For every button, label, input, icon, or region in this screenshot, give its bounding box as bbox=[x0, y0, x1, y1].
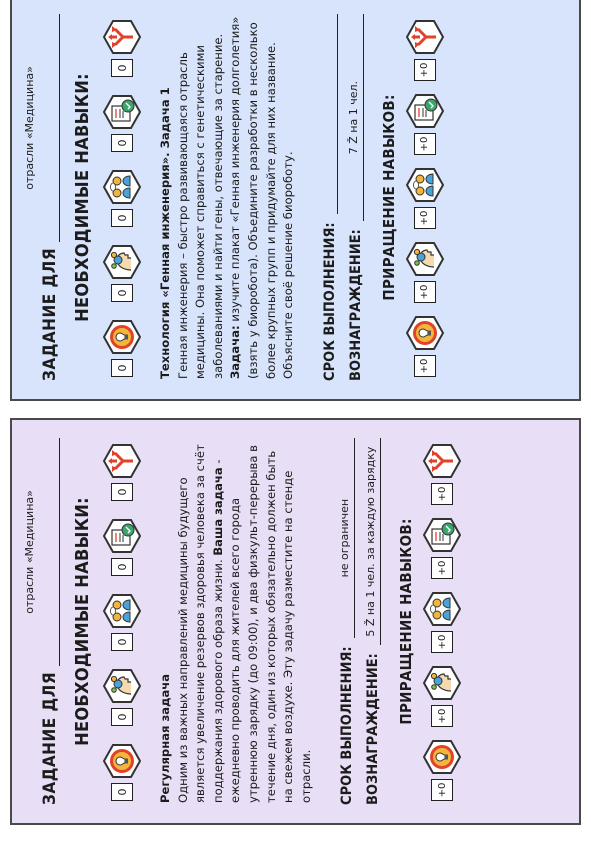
skill-slot bbox=[406, 314, 444, 377]
skill-slot bbox=[103, 517, 141, 576]
skill-value: 0 bbox=[111, 59, 133, 77]
team-icon bbox=[103, 168, 141, 206]
skill-slot bbox=[103, 592, 141, 651]
card-title-lead: ЗАДАНИЕ ДЛЯ bbox=[40, 671, 60, 805]
arrows-split-icon bbox=[103, 18, 141, 56]
skill-gain-value: +0 bbox=[431, 631, 453, 653]
skill-value: 0 bbox=[111, 558, 133, 576]
document-hand-icon bbox=[423, 516, 461, 554]
gears-head-icon bbox=[103, 243, 141, 281]
reward-line bbox=[361, 438, 381, 645]
document-hand-icon bbox=[103, 517, 141, 555]
skill-slot bbox=[103, 318, 141, 377]
lightbulb-icon bbox=[103, 318, 141, 356]
card-title-line bbox=[23, 14, 60, 242]
skill-value: 0 bbox=[111, 134, 133, 152]
reward-value: 7 Ž на 1 чел. bbox=[346, 81, 360, 155]
deadline-label: СРОК ВЫПОЛНЕНИЯ: bbox=[321, 222, 338, 381]
skill-slot bbox=[103, 442, 141, 501]
required-skills bbox=[103, 14, 141, 381]
reward-line bbox=[344, 14, 364, 221]
skill-slot bbox=[423, 442, 461, 505]
deadline-row bbox=[329, 438, 355, 805]
skill-value: 0 bbox=[111, 284, 133, 302]
task-card-genetic bbox=[10, 0, 581, 401]
skill-slot bbox=[406, 92, 444, 155]
skill-slot bbox=[103, 18, 141, 77]
task-intro: Одним из важных направлений медицины будущего является увеличение резервов здоровья человека за счёт поддержания здорового образа жизни. bbox=[175, 444, 225, 803]
task-description bbox=[157, 16, 298, 379]
reward-label: ВОЗНАГРАЖДЕНИЕ: bbox=[365, 653, 382, 805]
gears-head-icon bbox=[423, 664, 461, 702]
required-skills-title: НЕОБХОДИМЫЕ НАВЫКИ: bbox=[72, 497, 93, 746]
gears-head-icon bbox=[103, 667, 141, 705]
lightbulb-icon bbox=[103, 742, 141, 780]
task-body: - ежедневно проводить для жителей всего города утреннюю зарядку (до 09:00), и два физкульт-перерыва в течение дня, один из которых обязательно должен быть на свежем воздухе. Эту задачу разместите на стенде отрасли. bbox=[210, 445, 313, 803]
team-icon bbox=[406, 166, 444, 204]
skills-gain bbox=[423, 438, 461, 805]
arrows-split-icon bbox=[423, 442, 461, 480]
skill-slot bbox=[423, 738, 461, 801]
skill-value: 0 bbox=[111, 209, 133, 227]
deadline-line bbox=[335, 438, 355, 638]
task-meta bbox=[329, 438, 381, 805]
skill-slot bbox=[103, 667, 141, 726]
lightbulb-icon bbox=[423, 738, 461, 776]
task-heading: Технология «Генная инженерия». Задача 1 bbox=[158, 87, 172, 379]
industry-label: отрасли «Медицина» bbox=[23, 66, 36, 190]
skill-value: 0 bbox=[111, 783, 133, 801]
reward-value: 5 Ž на 1 чел. за каждую зарядку bbox=[364, 446, 378, 637]
skill-slot bbox=[103, 168, 141, 227]
card-title-line bbox=[23, 438, 60, 666]
reward-row bbox=[338, 14, 364, 381]
skill-slot bbox=[423, 664, 461, 727]
arrows-split-icon bbox=[103, 442, 141, 480]
skill-gain-value: +0 bbox=[431, 557, 453, 579]
required-skills bbox=[103, 438, 141, 805]
skills-gain bbox=[406, 14, 444, 381]
task-description bbox=[157, 440, 315, 803]
skill-gain-value: +0 bbox=[414, 59, 436, 81]
deadline-line bbox=[318, 14, 338, 214]
card-title-lead: ЗАДАНИЕ ДЛЯ bbox=[40, 247, 60, 381]
skill-slot bbox=[423, 590, 461, 653]
document-hand-icon bbox=[103, 93, 141, 131]
skill-value: 0 bbox=[111, 708, 133, 726]
deadline-value: не ограничен bbox=[338, 498, 352, 578]
gears-head-icon bbox=[406, 240, 444, 278]
skill-slot bbox=[406, 166, 444, 229]
required-skills-title: НЕОБХОДИМЫЕ НАВЫКИ: bbox=[72, 73, 93, 322]
reward-row bbox=[355, 438, 381, 805]
deadline-label: СРОК ВЫПОЛНЕНИЯ: bbox=[339, 646, 356, 805]
skill-gain-value: +0 bbox=[414, 133, 436, 155]
task-label: Ваша задача bbox=[210, 467, 225, 556]
card-title bbox=[23, 14, 60, 381]
task-body: изучите плакат «Генная инженерия долголетия» (взять у биоробота). Объедините разработки в несколько более крупных групп и придумайте для них название. Объясните своё решение биороботу. bbox=[228, 16, 296, 379]
skill-gain-value: +0 bbox=[431, 705, 453, 727]
skill-slot bbox=[103, 742, 141, 801]
task-intro: Генная инженерия – быстро развивающаяся отрасль медицины. Она поможет справиться с генетическими заболеваниями и найти гены, отвечающие за старение. bbox=[175, 33, 225, 379]
card-title bbox=[23, 438, 60, 805]
task-meta bbox=[312, 14, 364, 381]
task-heading: Регулярная задача bbox=[158, 673, 172, 803]
reward-label: ВОЗНАГРАЖДЕНИЕ: bbox=[347, 229, 364, 381]
lightbulb-icon bbox=[406, 314, 444, 352]
deadline-row bbox=[312, 14, 338, 381]
skill-slot bbox=[103, 93, 141, 152]
arrows-split-icon bbox=[406, 18, 444, 56]
document-hand-icon bbox=[406, 92, 444, 130]
team-icon bbox=[423, 590, 461, 628]
task-label: Задача: bbox=[228, 325, 243, 379]
skill-value: 0 bbox=[111, 483, 133, 501]
skill-gain-value: +0 bbox=[431, 483, 453, 505]
skill-slot bbox=[103, 243, 141, 302]
task-card-regular bbox=[10, 418, 581, 825]
skill-value: 0 bbox=[111, 359, 133, 377]
skill-slot bbox=[423, 516, 461, 579]
skill-value: 0 bbox=[111, 633, 133, 651]
skill-slot bbox=[406, 18, 444, 81]
skills-gain-title: ПРИРАЩЕНИЕ НАВЫКОВ: bbox=[397, 518, 416, 725]
skill-slot bbox=[406, 240, 444, 303]
team-icon bbox=[103, 592, 141, 630]
industry-label: отрасли «Медицина» bbox=[23, 490, 36, 614]
skill-gain-value: +0 bbox=[431, 779, 453, 801]
skills-gain-title: ПРИРАЩЕНИЕ НАВЫКОВ: bbox=[379, 94, 398, 301]
skill-gain-value: +0 bbox=[414, 207, 436, 229]
skill-gain-value: +0 bbox=[414, 281, 436, 303]
skill-gain-value: +0 bbox=[414, 355, 436, 377]
